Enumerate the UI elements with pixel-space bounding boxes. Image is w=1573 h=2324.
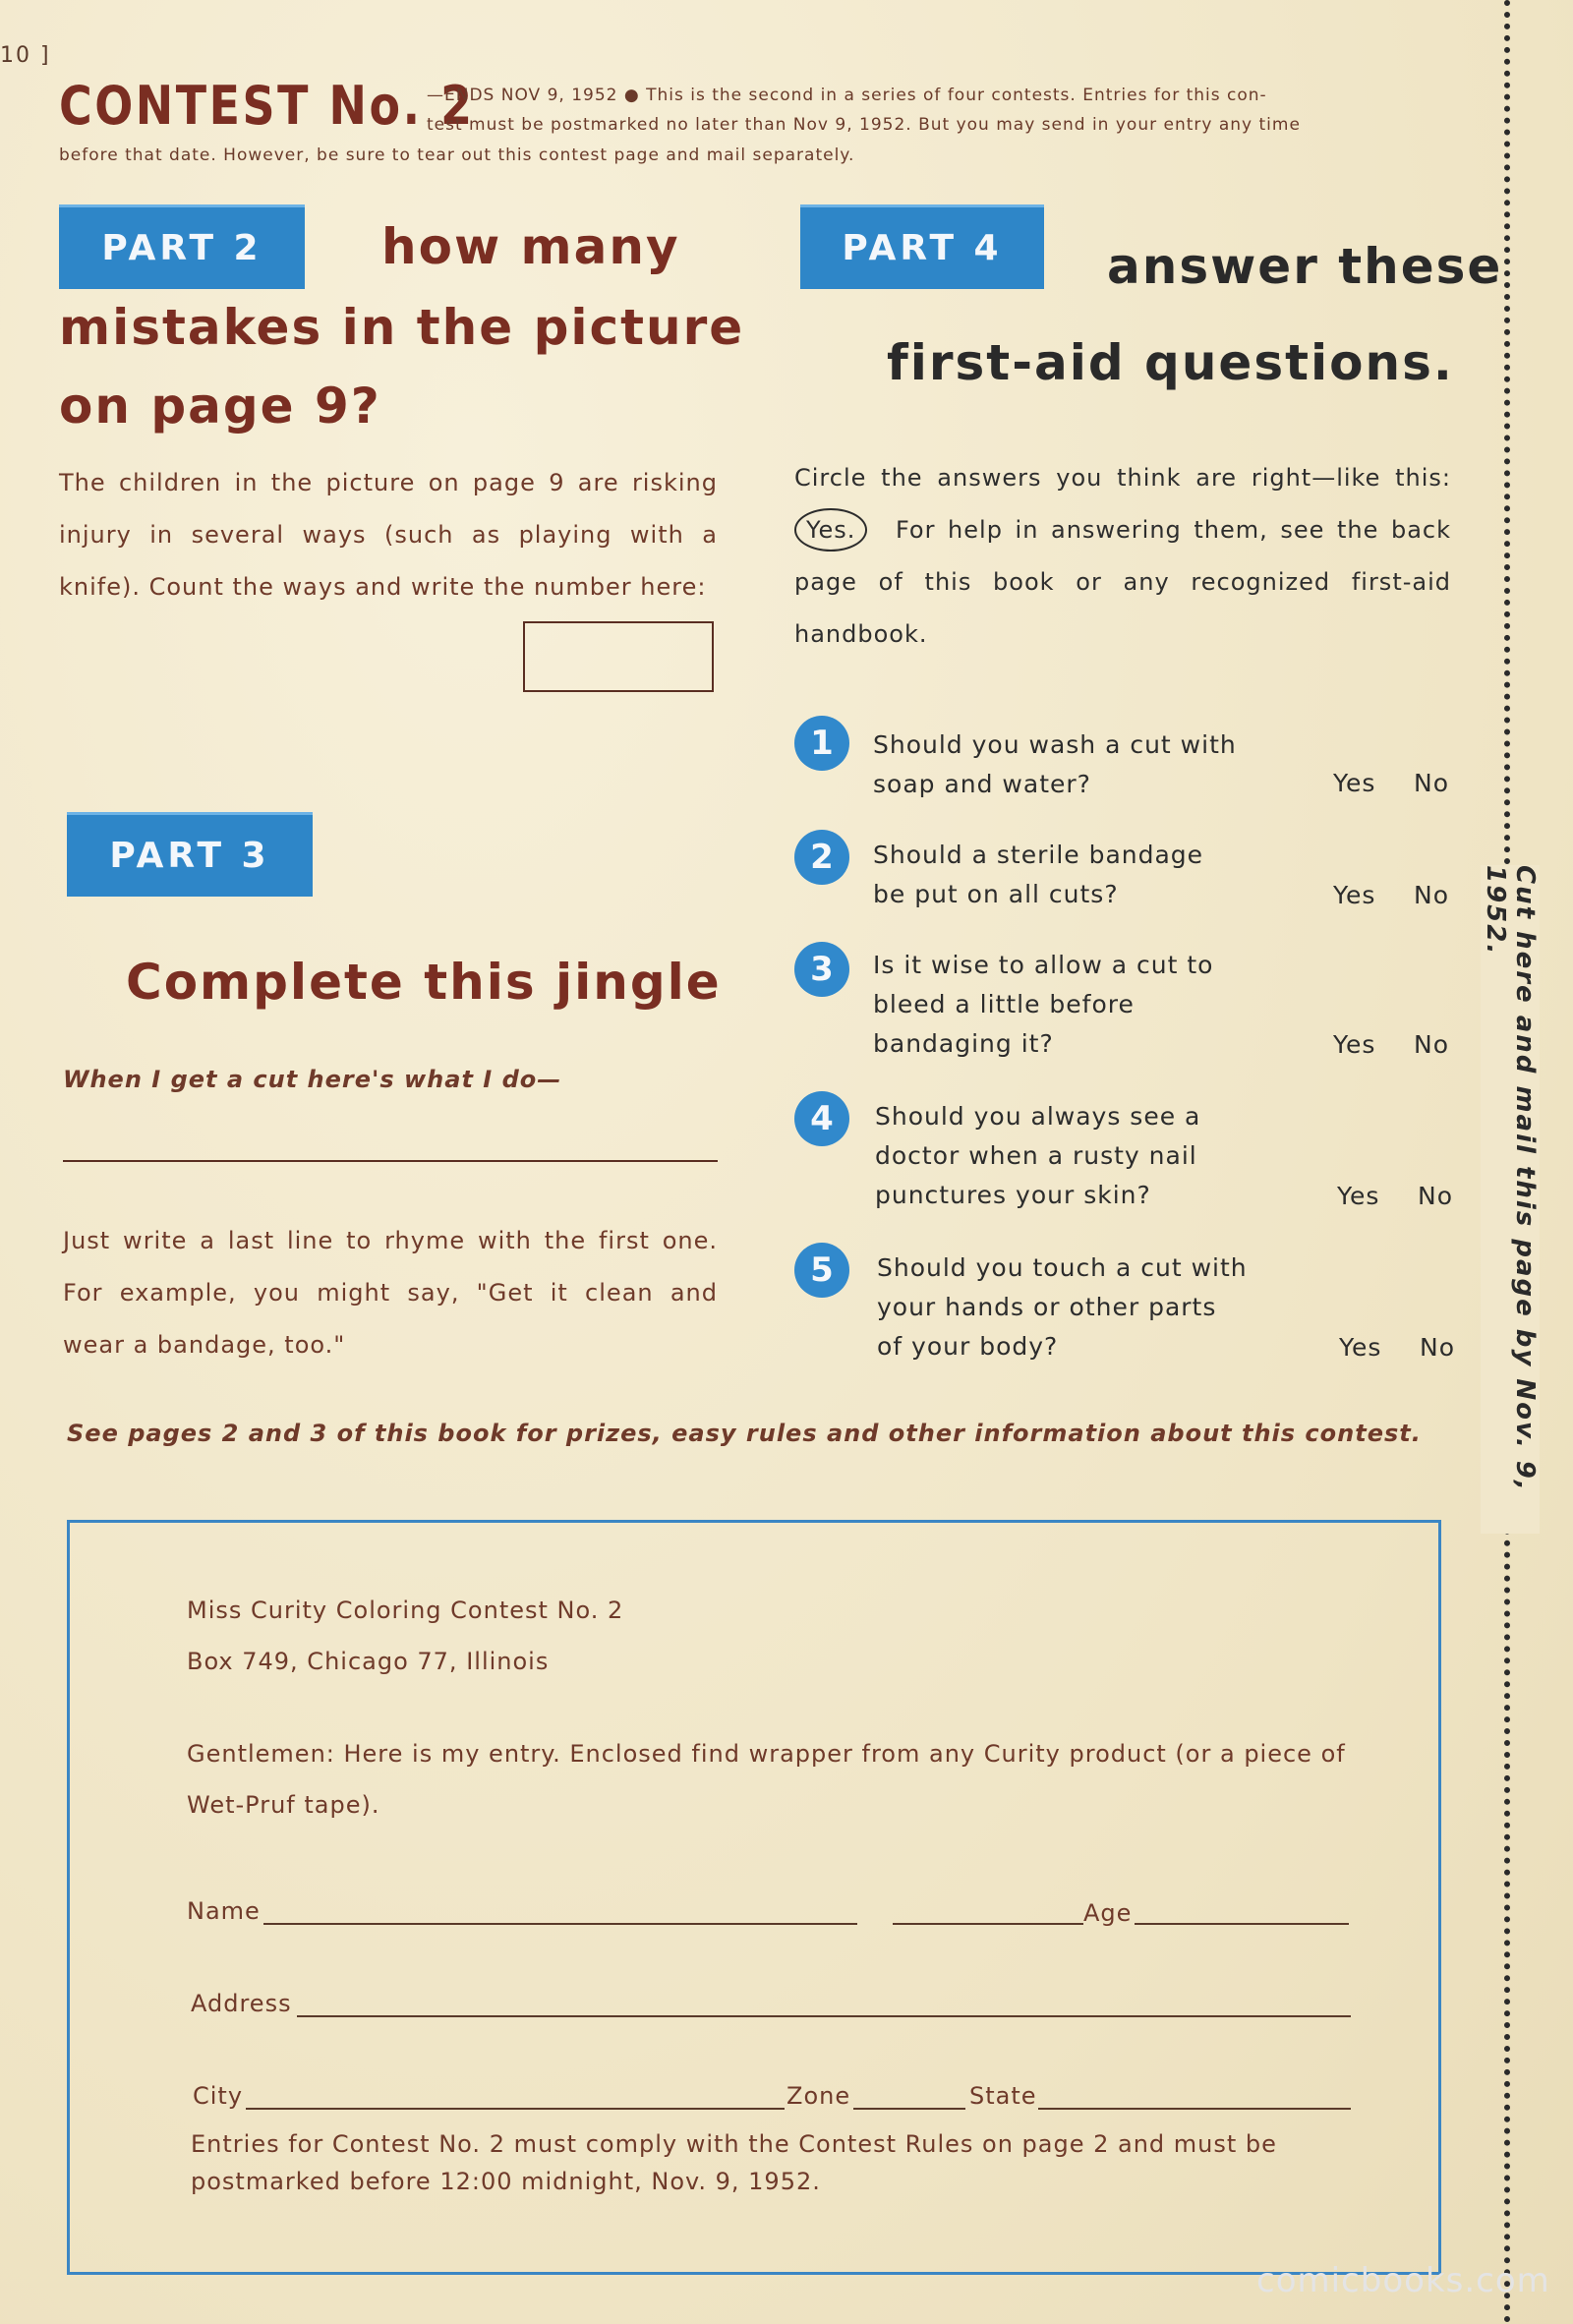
part4-intro-before: Circle the answers you think are right—like this: (794, 464, 1451, 492)
part3-body: Just write a last line to rhyme with the first one. For example, you might say, "Get it clean and wear a bandage, too." (63, 1227, 718, 1359)
question-text (875, 1097, 1200, 1215)
age-field[interactable] (1135, 1923, 1349, 1925)
watermark: comicbooks.com (1256, 2261, 1550, 2300)
contest-title: CONTEST No. 2 (59, 75, 475, 137)
question-line: punctures your skin? (875, 1181, 1151, 1209)
zone-label: Zone (786, 2082, 851, 2110)
name-label: Name (187, 1897, 261, 1925)
question-line: your hands or other parts (877, 1293, 1217, 1321)
answer-no[interactable]: No (1414, 1030, 1449, 1059)
jingle-answer-line[interactable] (63, 1160, 718, 1162)
question-number-badge: 3 (794, 942, 849, 997)
rules-note: Entries for Contest No. 2 must comply with the Contest Rules on page 2 and must be postmarked before 12:00 midnight, Nov. 9, 1952. (191, 2130, 1277, 2195)
footer-note: See pages 2 and 3 of this book for prizes, easy rules and other information about this contest. (67, 1420, 1422, 1447)
part2-body: The children in the picture on page 9 are risking injury in several ways (such as playing with a knife). Count the ways and write the number here: (59, 469, 718, 601)
mailing-address-line2: Box 749, Chicago 77, Illinois (187, 1648, 550, 1675)
jingle-prompt: When I get a cut here's what I do— (63, 1066, 562, 1093)
answer-no[interactable]: No (1414, 881, 1449, 909)
mailing-address-line1: Miss Curity Coloring Contest No. 2 (187, 1597, 624, 1624)
part2-heading-line2: mistakes in the picture (59, 299, 745, 356)
question-line: Should a sterile bandage (873, 841, 1204, 869)
contest-intro (427, 81, 1449, 140)
state-label: State (969, 2082, 1037, 2110)
part2-heading-line3: on page 9? (59, 378, 381, 435)
age-field-prefix[interactable] (893, 1923, 1083, 1925)
part2-heading-line1: how many (381, 218, 680, 275)
question-line: Should you always see a (875, 1102, 1201, 1131)
age-label: Age (1083, 1899, 1133, 1927)
answer-yes[interactable]: Yes (1333, 1030, 1376, 1059)
part4-badge: PART 4 (800, 204, 1044, 289)
page-number: 10 ] (0, 43, 51, 68)
question-number-badge: 4 (794, 1091, 849, 1146)
zone-field[interactable] (853, 2108, 965, 2110)
part4-intro-after: For help in answering them, see the back page of this book or any recognized first-aid handbook. (794, 516, 1451, 648)
mistakes-answer-box[interactable] (523, 621, 714, 692)
part3-heading: Complete this jingle (126, 954, 722, 1011)
answer-yes[interactable]: Yes (1337, 1182, 1380, 1210)
yes-example-circle: Yes. (794, 508, 867, 552)
intro-line-1: —ENDS NOV 9, 1952 ● This is the second in a series of four contests. Entries for this con- (427, 86, 1267, 105)
question-line: of your body? (877, 1332, 1059, 1361)
answer-yes[interactable]: Yes (1339, 1333, 1382, 1362)
question-line: bleed a little before (873, 990, 1135, 1018)
answer-no[interactable]: No (1414, 769, 1449, 797)
entry-statement: Gentlemen: Here is my entry. Enclosed find wrapper from any Curity product (or a piece of Wet-Pruf tape). (187, 1740, 1346, 1819)
answer-no[interactable]: No (1420, 1333, 1455, 1362)
question-text (873, 726, 1237, 804)
question-number-badge: 1 (794, 716, 849, 771)
question-line: Is it wise to allow a cut to (873, 951, 1214, 979)
question-text (873, 946, 1213, 1064)
question-line: bandaging it? (873, 1029, 1054, 1058)
intro-line-3: before that date. However, be sure to tear out this contest page and mail separately. (59, 145, 855, 165)
name-field[interactable] (263, 1923, 857, 1925)
answer-no[interactable]: No (1418, 1182, 1453, 1210)
question-number-badge: 5 (794, 1243, 849, 1298)
cut-instruction: Cut here and mail this page by Nov. 9, 1952. (1481, 865, 1540, 1534)
question-line: Should you wash a cut with (873, 730, 1237, 759)
part4-heading-line2: first-aid questions. (887, 334, 1454, 391)
address-label: Address (191, 1990, 292, 2017)
question-line: be put on all cuts? (873, 880, 1119, 908)
intro-line-2: test must be postmarked no later than Nov 9, 1952. But you may send in your entry any time (427, 115, 1301, 135)
part2-badge: PART 2 (59, 204, 305, 289)
question-line: doctor when a rusty nail (875, 1141, 1197, 1170)
question-number-badge: 2 (794, 830, 849, 885)
state-field[interactable] (1038, 2108, 1351, 2110)
question-text (877, 1249, 1248, 1366)
answer-yes[interactable]: Yes (1333, 769, 1376, 797)
address-field[interactable] (297, 2015, 1351, 2017)
answer-yes[interactable]: Yes (1333, 881, 1376, 909)
question-line: soap and water? (873, 770, 1091, 798)
part4-heading-line1: answer these (1107, 238, 1503, 295)
part3-badge: PART 3 (67, 812, 313, 897)
part4-intro (794, 452, 1451, 661)
city-label: City (193, 2082, 244, 2110)
question-line: Should you touch a cut with (877, 1253, 1248, 1282)
question-text (873, 836, 1203, 914)
city-field[interactable] (246, 2108, 785, 2110)
